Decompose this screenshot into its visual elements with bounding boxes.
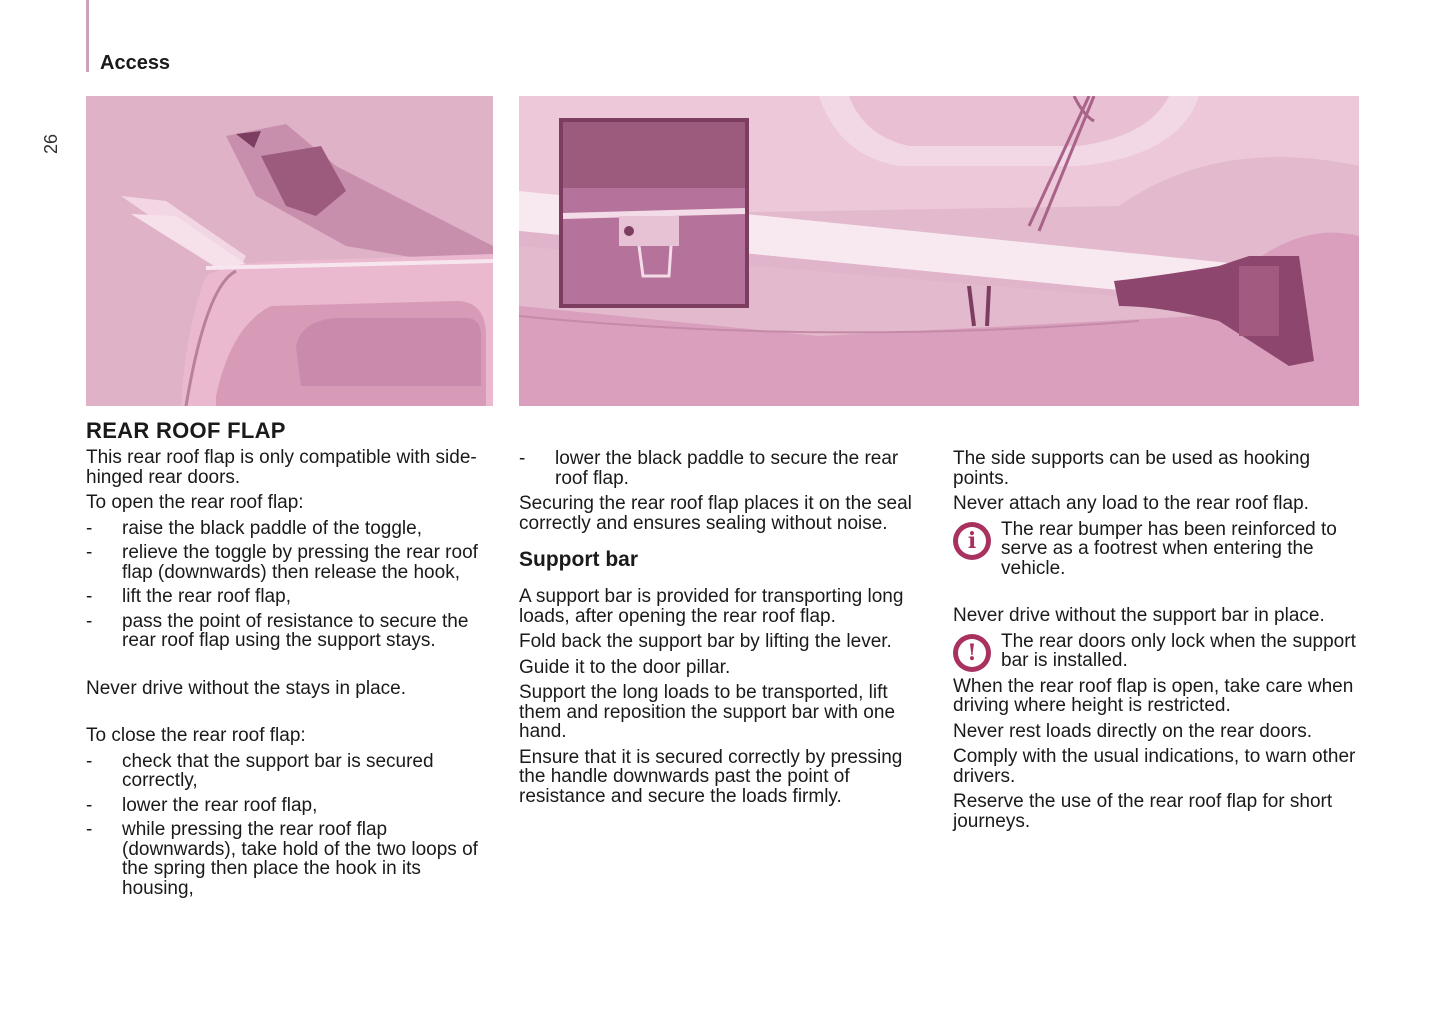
info-note-text: The rear bumper has been reinforced to serve as a footrest when entering the vehicle. (1001, 518, 1337, 579)
precaution-paragraph: When the rear roof flap is open, take care when driving where height is restricted. (953, 675, 1354, 716)
close-steps-continued (519, 449, 929, 488)
list-item: - raise the black paddle of the toggle, (86, 519, 496, 539)
rear-roof-flap-drawing (86, 96, 493, 406)
column-support-bar (519, 449, 929, 812)
list-item: - lower the black paddle to secure the rear roof flap. (519, 449, 929, 488)
intro-paragraph: This rear roof flap is only compatible with side-hinged rear doors. (86, 447, 477, 488)
close-steps-list (86, 752, 496, 899)
securing-paragraph: Securing the rear roof flap places it on the seal correctly and ensures sealing without noise. (519, 493, 912, 534)
column-rear-roof-flap (86, 418, 496, 904)
support-bar-heading: Support bar (519, 548, 638, 571)
precaution-paragraph: Never rest loads directly on the rear doors. (953, 720, 1313, 742)
warning-note-text: The rear doors only lock when the support bar is installed. (1001, 630, 1356, 671)
rear-roof-flap-illustration (86, 96, 493, 406)
precaution-paragraph: Reserve the use of the rear roof flap for short journeys. (953, 791, 1333, 832)
section-title: Access (100, 52, 171, 74)
spacer (953, 584, 1363, 606)
list-item: - lower the rear roof flap, (86, 796, 496, 816)
support-paragraph: Ensure that it is secured correctly by pressing the handle downwards past the point of resistance and secure the loads firmly. (519, 746, 903, 807)
spacer (86, 704, 496, 726)
precaution-paragraph: Comply with the usual indications, to warn other drivers. (953, 746, 1356, 787)
support-bar-illustration (519, 96, 1359, 406)
never-drive-stays: Never drive without the stays in place. (86, 677, 406, 699)
rear-roof-flap-heading: REAR ROOF FLAP (86, 418, 286, 443)
column-precautions (953, 449, 1363, 837)
open-label: To open the rear roof flap: (86, 492, 304, 513)
never-drive-support-bar: Never drive without the support bar in place. (953, 605, 1325, 626)
warning-note (953, 632, 1363, 671)
info-note (953, 520, 1363, 579)
info-icon (953, 522, 991, 560)
list-item: - pass the point of resistance to secure the rear roof flap using the support stays. (86, 612, 496, 651)
close-label: To close the rear roof flap: (86, 725, 306, 746)
support-paragraph: Fold back the support bar by lifting the lever. (519, 631, 892, 652)
spacer (86, 657, 496, 679)
list-item: - lift the rear roof flap, (86, 587, 496, 607)
page-number: 26 (41, 133, 61, 155)
support-paragraph: Support the long loads to be transported, lift them and reposition the support bar with one hand. (519, 682, 896, 742)
no-load-flap-paragraph: Never attach any load to the rear roof flap. (953, 493, 1309, 514)
info-icon-symbol: i (958, 527, 986, 555)
list-item: - while pressing the rear roof flap (downwards), take hold of the two loops of the spring then place the hook in its housing, (86, 820, 496, 898)
list-item: - relieve the toggle by pressing the rear roof flap (downwards) then release the hook, (86, 543, 496, 582)
header-rule (86, 0, 89, 72)
side-supports-paragraph: The side supports can be used as hooking points. (953, 448, 1311, 489)
list-item: - check that the support bar is secured correctly, (86, 752, 496, 791)
warning-icon (953, 634, 991, 672)
warning-icon-symbol: ! (958, 639, 986, 667)
support-paragraph: A support bar is provided for transporting long loads, after opening the rear roof flap. (519, 586, 904, 627)
support-bar-drawing (519, 96, 1359, 406)
open-steps-list (86, 519, 496, 651)
support-paragraph: Guide it to the door pillar. (519, 656, 731, 678)
